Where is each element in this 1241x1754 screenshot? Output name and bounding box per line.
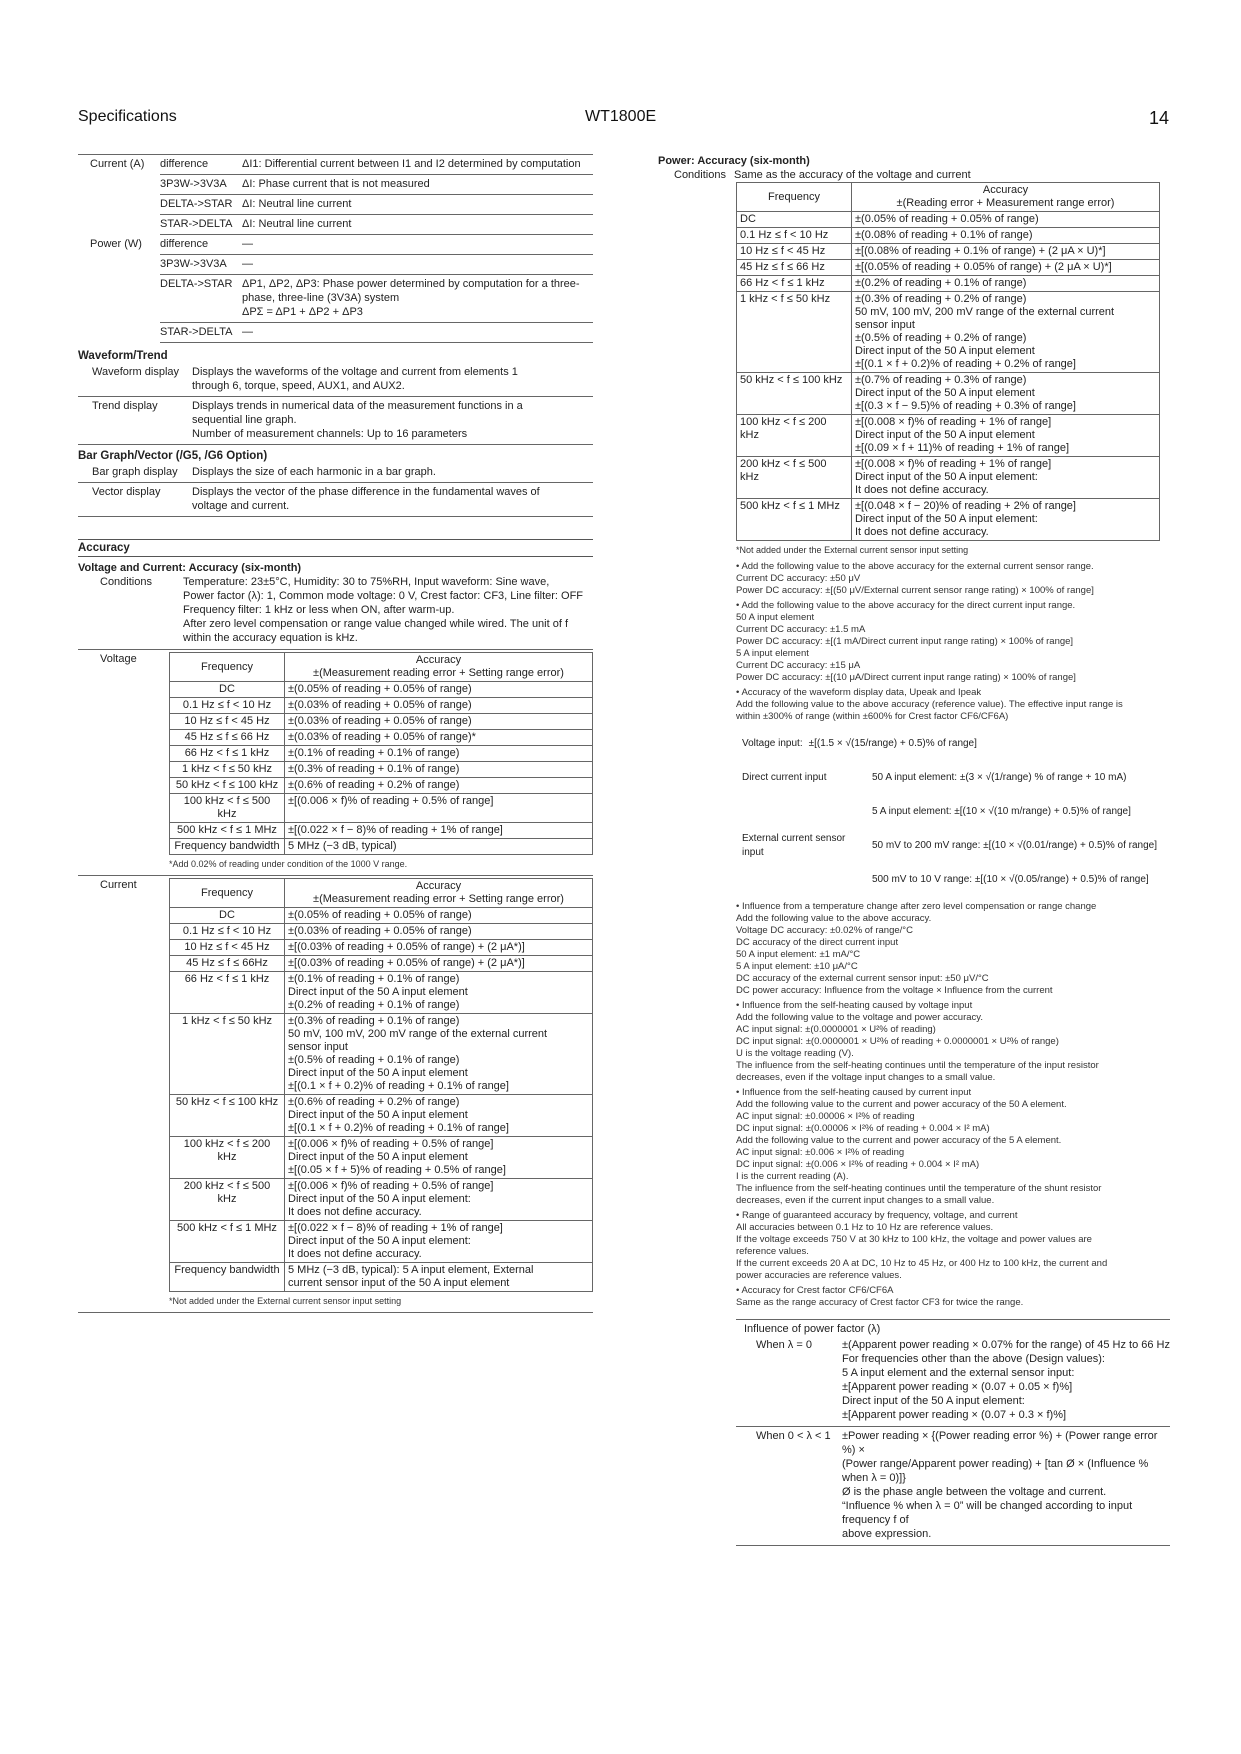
waveform-items: [78, 363, 593, 445]
compute-cells: [160, 325, 593, 343]
power-accuracy-table: [736, 182, 1160, 541]
header-product-name: WT1800E: [585, 108, 657, 125]
table-row: [170, 1137, 593, 1179]
accuracy-cell: ±(0.7% of reading + 0.3% of range) Direct input of the 50 A input element ±[(0.3 × f − 9.5)% of reading + 0.3% of range]: [852, 373, 1160, 415]
frequency-cell: 45 Hz ≤ f ≤ 66Hz: [170, 956, 285, 972]
accuracy-cell: ±(0.2% of reading + 0.1% of range): [852, 276, 1160, 292]
table-row: [170, 823, 593, 839]
table-row: [170, 698, 593, 714]
frequency-cell: 500 kHz < f ≤ 1 MHz: [170, 1221, 285, 1263]
compute-row: [78, 175, 593, 195]
bargraph-item: [78, 483, 593, 517]
compute-desc: ΔI1: Differential current between I1 and I2 determined by computation: [242, 158, 581, 170]
col-accuracy-header: Accuracy ±(Reading error + Measurement range error): [852, 183, 1160, 212]
waveform-item: [78, 397, 593, 445]
header-page-number: 14: [1148, 108, 1169, 128]
compute-mode: STAR->DELTA: [160, 326, 233, 338]
table-row: [737, 499, 1160, 541]
table-row: [170, 1179, 593, 1221]
compute-row: [78, 255, 593, 275]
accuracy-cell: ±(0.03% of reading + 0.05% of range): [285, 714, 593, 730]
table-row: [170, 778, 593, 794]
accuracy-cell: ±(0.08% of reading + 0.1% of range): [852, 228, 1160, 244]
vc-conditions-label: Conditions: [100, 576, 152, 588]
accuracy-cell: ±(0.3% of reading + 0.1% of range): [285, 762, 593, 778]
table-row: [737, 457, 1160, 499]
pf-rows: [736, 1336, 1170, 1546]
frequency-cell: 500 kHz < f ≤ 1 MHz: [170, 823, 285, 839]
accuracy-cell: ±(0.6% of reading + 0.2% of range) Direct input of the 50 A input element ±[(0.1 × f + 0.2)% of reading + 0.1% of range]: [285, 1095, 593, 1137]
frequency-cell: DC: [737, 212, 852, 228]
compute-row: [78, 235, 593, 255]
bargraph-title: Bar Graph/Vector (/G5, /G6 Option): [78, 450, 268, 462]
eq-direct-50a: 50 A input element: ±(3 × √(1/range) % of range + 10 mA): [872, 772, 1127, 783]
waveform-item-label: Trend display: [92, 400, 158, 412]
table-row: [170, 1014, 593, 1095]
current-label: Current: [100, 879, 137, 891]
pf-row: [736, 1427, 1170, 1546]
compute-mode: 3P3W->3V3A: [160, 258, 227, 270]
note-bullet: • Accuracy for Crest factor CF6/CF6A Same as the range accuracy of Crest factor CF3 for twice the range.: [736, 1285, 1024, 1308]
col-frequency-header: Frequency: [170, 879, 285, 908]
waveform-title: Waveform/Trend: [78, 350, 168, 362]
note-bullet: • Influence from the self-heating caused by voltage input Add the following value to the voltage and power accuracy. AC input signal: ±(0.0000001 × U²% of reading) DC input signal: ±(0.0000001 × U²% of reading + 0.0000001 × U²% of range) U is the voltage reading (V). The influence from the self-heating continues until the temperature of the input resistor decreases, even if the voltage input changes to a small value.: [736, 1000, 1099, 1083]
accuracy-cell: ±(0.1% of reading + 0.1% of range): [285, 746, 593, 762]
bargraph-item-label: Vector display: [92, 486, 161, 498]
header-section-title: Specifications: [78, 108, 177, 125]
table-row: [170, 1221, 593, 1263]
right-column: [658, 154, 1170, 1546]
voltage-label: Voltage: [100, 653, 137, 665]
col-accuracy-header: Accuracy ±(Measurement reading error + Setting range error): [285, 879, 593, 908]
frequency-cell: 1 kHz < f ≤ 50 kHz: [170, 1014, 285, 1095]
table-row: [737, 373, 1160, 415]
compute-mode: DELTA->STAR: [160, 198, 233, 210]
table-row: [170, 972, 593, 1014]
table-row: [737, 292, 1160, 373]
accuracy-cell: ±(0.03% of reading + 0.05% of range): [285, 924, 593, 940]
accuracy-cell: ±(0.03% of reading + 0.05% of range): [285, 698, 593, 714]
accuracy-cell: ±(0.05% of reading + 0.05% of range): [285, 908, 593, 924]
table-row: [170, 924, 593, 940]
compute-row: [78, 323, 593, 343]
col-accuracy-header: Accuracy ±(Measurement reading error + Setting range error): [285, 653, 593, 682]
frequency-cell: 66 Hz < f ≤ 1 kHz: [170, 746, 285, 762]
accuracy-cell: 5 MHz (−3 dB, typical): 5 A input element, External current sensor input of the 50 A input element: [285, 1263, 593, 1292]
frequency-cell: 100 kHz < f ≤ 200 kHz: [170, 1137, 285, 1179]
pf-row: [736, 1336, 1170, 1427]
accuracy-cell: ±(0.05% of reading + 0.05% of range): [852, 212, 1160, 228]
current-note: *Not added under the External current sensor input setting: [169, 1296, 402, 1306]
frequency-cell: 10 Hz ≤ f < 45 Hz: [170, 714, 285, 730]
computation-table: [78, 154, 593, 343]
frequency-cell: 45 Hz ≤ f ≤ 66 Hz: [737, 260, 852, 276]
table-row: [170, 794, 593, 823]
frequency-cell: 0.1 Hz ≤ f < 10 Hz: [170, 698, 285, 714]
compute-mode: DELTA->STAR: [160, 278, 233, 290]
compute-desc: ΔP1, ΔP2, ΔP3: Phase power determined by computation for a three- phase, three-line (3V3A) system ΔPΣ = ΔP1 + ΔP2 + ΔP3: [242, 278, 580, 318]
equations-block: [742, 727, 1162, 897]
frequency-cell: DC: [170, 908, 285, 924]
accuracy-cell: ±[(0.022 × f − 8)% of reading + 1% of range]: [285, 823, 593, 839]
frequency-cell: 50 kHz < f ≤ 100 kHz: [170, 1095, 285, 1137]
power-accuracy-title: Power: Accuracy (six-month): [658, 155, 810, 167]
frequency-cell: 10 Hz ≤ f < 45 Hz: [170, 940, 285, 956]
accuracy-cell: ±(0.3% of reading + 0.2% of range) 50 mV, 100 mV, 200 mV range of the external current sensor input ±(0.5% of reading + 0.2% of range) Direct input of the 50 A input element ±[(0.1 × f + 0.2)% of reading + 0.2% of range]: [852, 292, 1160, 373]
note-bullet: • Add the following value to the above accuracy for the direct current input range. 50 A input element Current DC accuracy: ±1.5 mA Power DC accuracy: ±[(1 mA/Direct current input range rating) × 100% of range] 5 A input element Current DC accuracy: ±15 μA Power DC accuracy: ±[(10 μA/Direct current input range rating) × 100% of range]: [736, 600, 1076, 683]
table-row: [170, 730, 593, 746]
eq-voltage-row: [742, 727, 1162, 761]
compute-row: [78, 195, 593, 215]
accuracy-cell: ±(0.3% of reading + 0.1% of range) 50 mV, 100 mV, 200 mV range of the external current sensor input ±(0.5% of reading + 0.1% of range) Direct input of the 50 A input element ±[(0.1 × f + 0.2)% of reading + 0.1% of range]: [285, 1014, 593, 1095]
compute-cells: [160, 257, 593, 275]
frequency-cell: 500 kHz < f ≤ 1 MHz: [737, 499, 852, 541]
compute-group: Power (W): [90, 238, 142, 250]
accuracy-cell: 5 MHz (−3 dB, typical): [285, 839, 593, 855]
eq-direct-label: Direct current input: [742, 772, 827, 783]
pf-row-label: When λ = 0: [756, 1339, 812, 1351]
bargraph-item-text: Displays the size of each harmonic in a bar graph.: [192, 466, 436, 478]
frequency-cell: 200 kHz < f ≤ 500 kHz: [737, 457, 852, 499]
compute-desc: —: [242, 238, 253, 250]
compute-desc: ΔI: Neutral line current: [242, 218, 352, 230]
table-row: [737, 212, 1160, 228]
frequency-cell: Frequency bandwidth: [170, 839, 285, 855]
compute-desc: ΔI: Neutral line current: [242, 198, 352, 210]
eq-voltage-label: Voltage input:: [742, 738, 803, 749]
frequency-cell: 1 kHz < f ≤ 50 kHz: [737, 292, 852, 373]
pf-row-label: When 0 < λ < 1: [756, 1430, 831, 1442]
frequency-cell: 66 Hz < f ≤ 1 kHz: [737, 276, 852, 292]
compute-mode: difference: [160, 158, 209, 170]
bargraph-item: [78, 463, 593, 483]
frequency-cell: Frequency bandwidth: [170, 1263, 285, 1292]
frequency-cell: DC: [170, 682, 285, 698]
compute-cells: [160, 157, 593, 175]
compute-desc: —: [242, 258, 253, 270]
power-note: *Not added under the External current sensor input setting: [736, 545, 969, 555]
table-row: [737, 228, 1160, 244]
note-bullet: • Influence from a temperature change after zero level compensation or range change Add the following value to the above accuracy. Voltage DC accuracy: ±0.02% of range/°C DC accuracy of the direct current input 50 A input element: ±1 mA/°C 5 A input element: ±10 μA/°C DC accuracy of the external current sensor input: ±50 μV/°C DC power accuracy: Influence from the voltage × Influence from the current: [736, 901, 1097, 996]
accuracy-cell: ±(0.05% of reading + 0.05% of range): [285, 682, 593, 698]
accuracy-title: Accuracy: [78, 539, 593, 557]
power-notes-b: [736, 901, 1170, 1309]
pf-row-text: ±Power reading × {(Power reading error %) + (Power range error %) × (Power range/Apparent power reading) + [tan Ø × (Influence % when λ = 0)]} Ø is the phase angle between the voltage and current. “Influence % when λ = 0” will be changed according to input frequency f of above expression.: [842, 1430, 1158, 1540]
accuracy-cell: ±[(0.048 × f − 20)% of reading + 2% of range] Direct input of the 50 A input element: It does not define accuracy.: [852, 499, 1160, 541]
note-bullet: • Add the following value to the above accuracy for the external current sensor range. Current DC accuracy: ±50 μV Power DC accuracy: ±[(50 μV/External current sensor range rating) × 100% of range]: [736, 561, 1094, 596]
accuracy-cell: ±(0.6% of reading + 0.2% of range): [285, 778, 593, 794]
frequency-cell: 0.1 Hz ≤ f < 10 Hz: [170, 924, 285, 940]
note-bullet: • Accuracy of the waveform display data, Upeak and Ipeak Add the following value to the above accuracy (reference value). The effective input range is within ±300% of range (within ±600% for Crest factor CF6/CF6A): [736, 687, 1123, 722]
accuracy-cell: ±[(0.05% of reading + 0.05% of range) + (2 μA × U)*]: [852, 260, 1160, 276]
compute-cells: [160, 237, 593, 255]
table-row: [170, 839, 593, 855]
accuracy-cell: ±[(0.006 × f)% of reading + 0.5% of range]: [285, 794, 593, 823]
accuracy-cell: ±[(0.006 × f)% of reading + 0.5% of range] Direct input of the 50 A input element: It does not define accuracy.: [285, 1179, 593, 1221]
compute-row: [78, 215, 593, 235]
compute-mode: difference: [160, 238, 209, 250]
accuracy-cell: ±[(0.08% of reading + 0.1% of range) + (2 μA × U)*]: [852, 244, 1160, 260]
frequency-cell: 1 kHz < f ≤ 50 kHz: [170, 762, 285, 778]
voltage-note: *Add 0.02% of reading under condition of the 1000 V range.: [169, 859, 408, 869]
power-conditions: [658, 168, 1170, 182]
compute-cells: [160, 217, 593, 235]
power-conditions-label: Conditions: [674, 169, 726, 181]
col-frequency-header: Frequency: [170, 653, 285, 682]
accuracy-cell: ±[(0.008 × f)% of reading + 1% of range] Direct input of the 50 A input element ±[(0.09 × f + 11)% of reading + 1% of range]: [852, 415, 1160, 457]
accuracy-cell: ±[(0.008 × f)% of reading + 1% of range] Direct input of the 50 A input element: It does not define accuracy.: [852, 457, 1160, 499]
table-row: [737, 276, 1160, 292]
accuracy-cell: ±[(0.03% of reading + 0.05% of range) + (2 μA*)]: [285, 940, 593, 956]
table-row: [170, 1095, 593, 1137]
power-factor-block: [736, 1319, 1170, 1546]
eq-voltage: ±[(1.5 × √(15/range) + 0.5)% of range]: [808, 738, 977, 749]
waveform-item-label: Waveform display: [92, 366, 180, 378]
frequency-cell: 200 kHz < f ≤ 500 kHz: [170, 1179, 285, 1221]
voltage-accuracy-table: [169, 652, 593, 855]
table-row: [170, 746, 593, 762]
accuracy-cell: ±(0.03% of reading + 0.05% of range)*: [285, 730, 593, 746]
pf-title: Influence of power factor (λ): [744, 1323, 881, 1335]
eq-direct-5a-row: [742, 795, 1162, 829]
frequency-cell: 10 Hz ≤ f < 45 Hz: [737, 244, 852, 260]
voltage-block: [78, 649, 593, 871]
power-notes-a: [736, 561, 1170, 723]
waveform-item-text: Displays trends in numerical data of the measurement functions in a sequential line graph. Number of measurement channels: Up to 16 parameters: [192, 400, 523, 440]
table-row: [170, 762, 593, 778]
compute-row: [78, 154, 593, 175]
vc-accuracy-title: Voltage and Current: Accuracy (six-month): [78, 562, 302, 574]
compute-mode: 3P3W->3V3A: [160, 178, 227, 190]
table-row: [737, 415, 1160, 457]
eq-direct-5a: 5 A input element: ±[(10 × √(10 m/range) + 0.5)% of range]: [872, 806, 1131, 817]
frequency-cell: 45 Hz ≤ f ≤ 66 Hz: [170, 730, 285, 746]
bargraph-item-label: Bar graph display: [92, 466, 178, 478]
vc-conditions-text: Temperature: 23±5°C, Humidity: 30 to 75%RH, Input waveform: Sine wave, Power factor (λ): 1, Common mode voltage: 0 V, Crest factor: CF3, Line filter: OFF Frequency filter: 1 kHz or less when ON, after warm-up. After zero level compensation or range value changed while wired. The unit of f within the accuracy equation is kHz.: [183, 576, 584, 644]
current-block: [78, 875, 593, 1313]
frequency-cell: 100 kHz < f ≤ 500 kHz: [170, 794, 285, 823]
frequency-cell: 50 kHz < f ≤ 100 kHz: [170, 778, 285, 794]
frequency-cell: 0.1 Hz ≤ f < 10 Hz: [737, 228, 852, 244]
bargraph-items: [78, 463, 593, 517]
eq-ext-row: [742, 829, 1162, 863]
accuracy-cell: ±[(0.022 × f − 8)% of reading + 1% of range] Direct input of the 50 A input element: It does not define accuracy.: [285, 1221, 593, 1263]
vc-conditions: [78, 575, 593, 645]
waveform-item: [78, 363, 593, 397]
pf-row-text: ±(Apparent power reading × 0.07% for the range) of 45 Hz to 66 Hz For frequencies other than the above (Design values): 5 A input element and the external sensor input: ±[Apparent power reading × (0.07 + 0.05 × f)%] Direct input of the 50 A input element: ±[Apparent power reading × (0.07 + 0.3 × f)%]: [842, 1339, 1170, 1421]
compute-cells: [160, 177, 593, 195]
table-row: [170, 714, 593, 730]
table-row: [170, 940, 593, 956]
left-column: [78, 154, 593, 1313]
frequency-cell: 50 kHz < f ≤ 100 kHz: [737, 373, 852, 415]
table-row: [737, 260, 1160, 276]
compute-row: [78, 275, 593, 323]
eq-ext-2-row: [742, 863, 1162, 897]
eq-ext-label: External current sensor input: [742, 833, 846, 858]
table-row: [170, 1263, 593, 1292]
note-bullet: • Range of guaranteed accuracy by frequency, voltage, and current All accuracies between 0.1 Hz to 10 Hz are reference values. If the voltage exceeds 750 V at 30 kHz to 100 kHz, the voltage and power values are reference values. If the current exceeds 20 A at DC, 10 Hz to 45 Hz, or 400 Hz to 100 kHz, the current and power accuracies are reference values.: [736, 1210, 1108, 1281]
table-row: [170, 908, 593, 924]
eq-direct-row: [742, 761, 1162, 795]
frequency-cell: 100 kHz < f ≤ 200 kHz: [737, 415, 852, 457]
compute-group: Current (A): [90, 158, 145, 170]
eq-ext-1: 50 mV to 200 mV range: ±[(10 × √(0.01/range) + 0.5)% of range]: [872, 840, 1158, 851]
compute-desc: —: [242, 326, 253, 338]
compute-mode: STAR->DELTA: [160, 218, 233, 230]
compute-cells: [160, 197, 593, 215]
table-row: [170, 682, 593, 698]
current-accuracy-table: [169, 878, 593, 1292]
accuracy-cell: ±(0.1% of reading + 0.1% of range) Direct input of the 50 A input element ±(0.2% of reading + 0.1% of range): [285, 972, 593, 1014]
note-bullet: • Influence from the self-heating caused by current input Add the following value to the current and power accuracy of the 50 A element. AC input signal: ±0.00006 × I²% of reading DC input signal: ±(0.00006 × I²% of reading + 0.004 × I² mA) Add the following value to the current and power accuracy of the 5 A element. AC input signal: ±0.006 × I²% of reading DC input signal: ±(0.006 × I²% of reading + 0.004 × I² mA) I is the current reading (A). The influence from the self-heating continues until the temperature of the shunt resistor decreases, even if the current input changes to a small value.: [736, 1087, 1102, 1206]
col-frequency-header: Frequency: [737, 183, 852, 212]
bargraph-item-text: Displays the vector of the phase difference in the fundamental waves of voltage and current.: [192, 486, 540, 512]
power-conditions-text: Same as the accuracy of the voltage and current: [734, 169, 971, 181]
eq-ext-2: 500 mV to 10 V range: ±[(10 × √(0.05/range) + 0.5)% of range]: [872, 874, 1149, 885]
accuracy-cell: ±[(0.03% of reading + 0.05% of range) + (2 μA*)]: [285, 956, 593, 972]
compute-cells: [160, 277, 593, 323]
table-row: [170, 956, 593, 972]
compute-desc: ΔI: Phase current that is not measured: [242, 178, 430, 190]
accuracy-cell: ±[(0.006 × f)% of reading + 0.5% of range] Direct input of the 50 A input element ±[(0.05 × f + 5)% of reading + 0.5% of range]: [285, 1137, 593, 1179]
frequency-cell: 66 Hz < f ≤ 1 kHz: [170, 972, 285, 1014]
table-row: [737, 244, 1160, 260]
waveform-item-text: Displays the waveforms of the voltage and current from elements 1 through 6, torque, speed, AUX1, and AUX2.: [192, 366, 518, 392]
